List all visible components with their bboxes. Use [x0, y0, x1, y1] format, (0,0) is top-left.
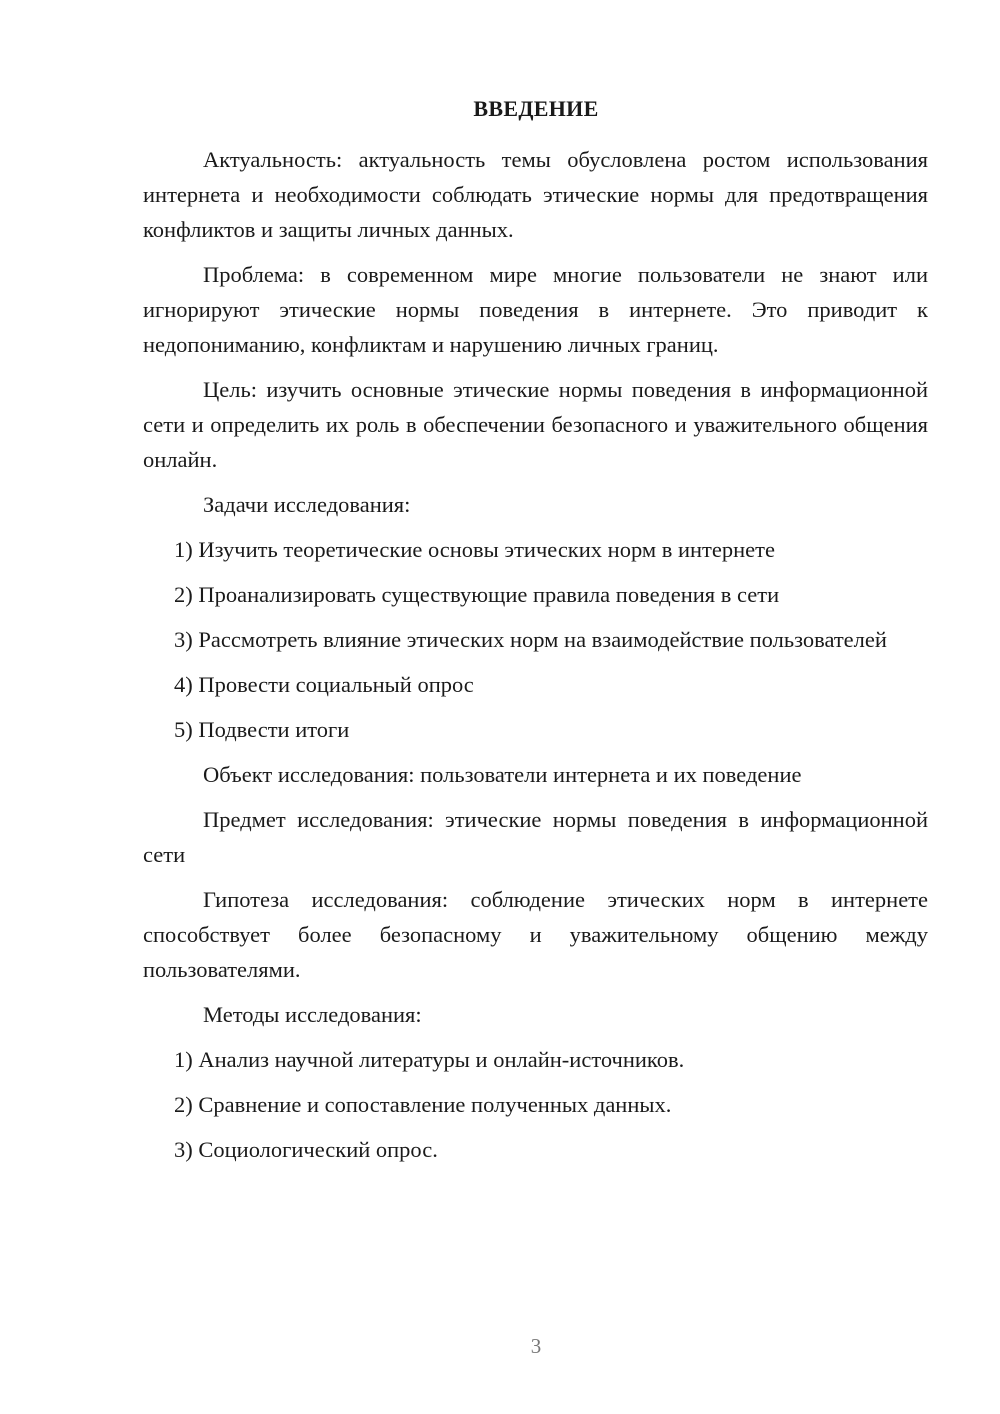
method-item-2: 2) Сравнение и сопоставление полученных данных. [174, 1092, 672, 1117]
method-item-1: 1) Анализ научной литературы и онлайн-источников. [174, 1047, 685, 1072]
paragraph-goal: Цель: изучить основные этические нормы поведения в информационной сети и определить их роль в обеспечении безопасного и уважительного общения онлайн. [143, 377, 928, 472]
paragraph-hypothesis: Гипотеза исследования: соблюдение этических норм в интернете способствует более безопасному и уважительному общению между пользователями. [143, 887, 928, 982]
task-item-5: 5) Подвести итоги [174, 717, 350, 742]
paragraph-relevance: Актуальность: актуальность темы обусловлена ростом использования интернета и необходимости соблюдать этические нормы для предотвращения конфликтов и защиты личных данных. [143, 147, 928, 242]
method-item-3: 3) Социологический опрос. [174, 1137, 438, 1162]
tasks-heading: Задачи исследования: [203, 492, 411, 517]
paragraph-subject: Предмет исследования: этические нормы поведения в информационной сети [143, 807, 928, 867]
paragraph-object: Объект исследования: пользователи интернета и их поведение [203, 762, 802, 787]
page-number: 3 [530, 1334, 542, 1358]
task-item-3: 3) Рассмотреть влияние этических норм на взаимодействие пользователей [174, 627, 887, 652]
task-item-1: 1) Изучить теоретические основы этических норм в интернете [174, 537, 775, 562]
methods-heading: Методы исследования: [203, 1002, 422, 1027]
task-item-2: 2) Проанализировать существующие правила поведения в сети [174, 582, 780, 607]
document-body [143, 142, 928, 1177]
task-item-4: 4) Провести социальный опрос [174, 672, 474, 697]
paragraph-problem: Проблема: в современном мире многие пользователи не знают или игнорируют этические нормы поведения в интернете. Это приводит к недопониманию, конфликтам и нарушению личных границ. [143, 262, 928, 357]
page-title: ВВЕДЕНИЕ [473, 96, 599, 121]
